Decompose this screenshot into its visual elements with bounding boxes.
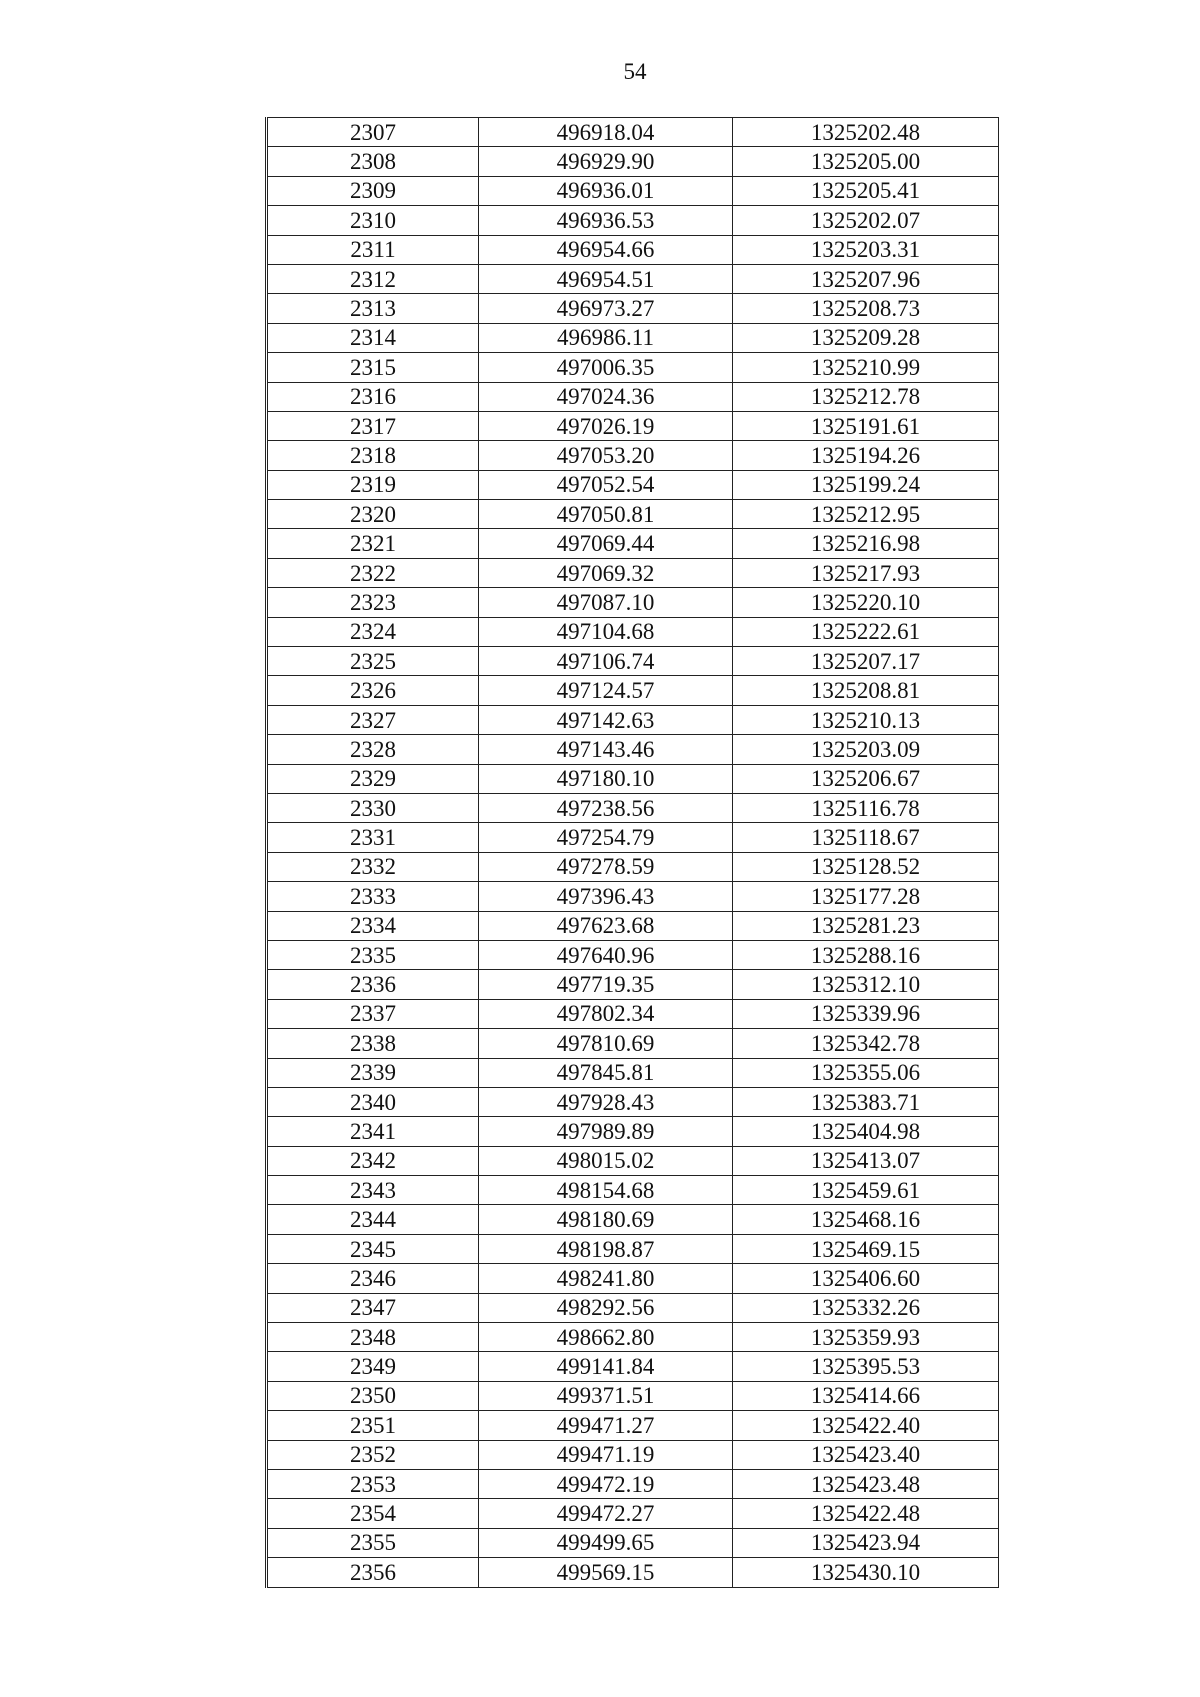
table-row	[267, 911, 999, 940]
x-coordinate-cell: 497069.32	[479, 558, 733, 587]
point-number-cell: 2324	[267, 617, 479, 646]
point-number-cell: 2321	[267, 529, 479, 558]
y-coordinate-cell: 1325208.81	[733, 676, 999, 705]
y-coordinate-cell: 1325116.78	[733, 793, 999, 822]
x-coordinate-cell: 497254.79	[479, 823, 733, 852]
point-number-cell: 2327	[267, 705, 479, 734]
y-coordinate-cell: 1325210.13	[733, 705, 999, 734]
x-coordinate-cell: 497623.68	[479, 911, 733, 940]
point-number-cell: 2339	[267, 1058, 479, 1087]
point-number-cell: 2311	[267, 235, 479, 264]
y-coordinate-cell: 1325207.96	[733, 264, 999, 293]
x-coordinate-cell: 497006.35	[479, 353, 733, 382]
point-number-cell: 2355	[267, 1528, 479, 1557]
y-coordinate-cell: 1325339.96	[733, 999, 999, 1028]
x-coordinate-cell: 497845.81	[479, 1058, 733, 1087]
y-coordinate-cell: 1325342.78	[733, 1029, 999, 1058]
point-number-cell: 2329	[267, 764, 479, 793]
table-row	[267, 1469, 999, 1498]
point-number-cell: 2307	[267, 118, 479, 147]
point-number-cell: 2352	[267, 1440, 479, 1469]
x-coordinate-cell: 497278.59	[479, 852, 733, 881]
x-coordinate-cell: 497052.54	[479, 470, 733, 499]
x-coordinate-cell: 497142.63	[479, 705, 733, 734]
table-row	[267, 1176, 999, 1205]
table-row	[267, 147, 999, 176]
x-coordinate-cell: 498198.87	[479, 1234, 733, 1263]
x-coordinate-cell: 496954.66	[479, 235, 733, 264]
y-coordinate-cell: 1325177.28	[733, 882, 999, 911]
table-row	[267, 617, 999, 646]
table-row	[267, 1411, 999, 1440]
point-number-cell: 2326	[267, 676, 479, 705]
x-coordinate-cell: 497050.81	[479, 500, 733, 529]
point-number-cell: 2314	[267, 323, 479, 352]
table-row	[267, 705, 999, 734]
table-row	[267, 1058, 999, 1087]
y-coordinate-cell: 1325413.07	[733, 1146, 999, 1175]
x-coordinate-cell: 499371.51	[479, 1381, 733, 1410]
x-coordinate-cell: 497810.69	[479, 1029, 733, 1058]
y-coordinate-cell: 1325359.93	[733, 1323, 999, 1352]
point-number-cell: 2335	[267, 940, 479, 969]
x-coordinate-cell: 497024.36	[479, 382, 733, 411]
coordinates-table-body	[267, 118, 999, 1588]
y-coordinate-cell: 1325422.40	[733, 1411, 999, 1440]
x-coordinate-cell: 497719.35	[479, 970, 733, 999]
y-coordinate-cell: 1325217.93	[733, 558, 999, 587]
y-coordinate-cell: 1325395.53	[733, 1352, 999, 1381]
x-coordinate-cell: 497180.10	[479, 764, 733, 793]
y-coordinate-cell: 1325199.24	[733, 470, 999, 499]
table-row	[267, 1381, 999, 1410]
x-coordinate-cell: 497124.57	[479, 676, 733, 705]
y-coordinate-cell: 1325206.67	[733, 764, 999, 793]
point-number-cell: 2340	[267, 1087, 479, 1116]
table-row	[267, 1117, 999, 1146]
point-number-cell: 2350	[267, 1381, 479, 1410]
y-coordinate-cell: 1325212.78	[733, 382, 999, 411]
y-coordinate-cell: 1325202.48	[733, 118, 999, 147]
point-number-cell: 2346	[267, 1264, 479, 1293]
y-coordinate-cell: 1325210.99	[733, 353, 999, 382]
table-row	[267, 735, 999, 764]
table-row	[267, 1293, 999, 1322]
x-coordinate-cell: 498154.68	[479, 1176, 733, 1205]
table-row	[267, 235, 999, 264]
table-row	[267, 940, 999, 969]
y-coordinate-cell: 1325205.41	[733, 176, 999, 205]
table-row	[267, 852, 999, 881]
point-number-cell: 2345	[267, 1234, 479, 1263]
table-row	[267, 500, 999, 529]
table-row	[267, 411, 999, 440]
y-coordinate-cell: 1325423.40	[733, 1440, 999, 1469]
table-row	[267, 1352, 999, 1381]
table-row	[267, 1234, 999, 1263]
x-coordinate-cell: 496936.53	[479, 206, 733, 235]
table-row	[267, 470, 999, 499]
point-number-cell: 2332	[267, 852, 479, 881]
table-row	[267, 264, 999, 293]
y-coordinate-cell: 1325312.10	[733, 970, 999, 999]
x-coordinate-cell: 496918.04	[479, 118, 733, 147]
x-coordinate-cell: 497104.68	[479, 617, 733, 646]
point-number-cell: 2316	[267, 382, 479, 411]
point-number-cell: 2312	[267, 264, 479, 293]
x-coordinate-cell: 499499.65	[479, 1528, 733, 1557]
table-row	[267, 1528, 999, 1557]
x-coordinate-cell: 499472.19	[479, 1469, 733, 1498]
point-number-cell: 2337	[267, 999, 479, 1028]
y-coordinate-cell: 1325414.66	[733, 1381, 999, 1410]
table-row	[267, 823, 999, 852]
table-row	[267, 1440, 999, 1469]
table-row	[267, 588, 999, 617]
point-number-cell: 2323	[267, 588, 479, 617]
y-coordinate-cell: 1325423.48	[733, 1469, 999, 1498]
x-coordinate-cell: 498180.69	[479, 1205, 733, 1234]
x-coordinate-cell: 497143.46	[479, 735, 733, 764]
y-coordinate-cell: 1325194.26	[733, 441, 999, 470]
coordinates-table	[265, 117, 999, 1588]
x-coordinate-cell: 496936.01	[479, 176, 733, 205]
y-coordinate-cell: 1325404.98	[733, 1117, 999, 1146]
table-row	[267, 764, 999, 793]
x-coordinate-cell: 497640.96	[479, 940, 733, 969]
point-number-cell: 2356	[267, 1558, 479, 1587]
table-row	[267, 323, 999, 352]
x-coordinate-cell: 499472.27	[479, 1499, 733, 1528]
y-coordinate-cell: 1325459.61	[733, 1176, 999, 1205]
point-number-cell: 2322	[267, 558, 479, 587]
page-number: 54	[623, 59, 647, 84]
table-row	[267, 1087, 999, 1116]
point-number-cell: 2343	[267, 1176, 479, 1205]
table-row	[267, 206, 999, 235]
table-row	[267, 1323, 999, 1352]
y-coordinate-cell: 1325202.07	[733, 206, 999, 235]
point-number-cell: 2315	[267, 353, 479, 382]
point-number-cell: 2354	[267, 1499, 479, 1528]
point-number-cell: 2318	[267, 441, 479, 470]
point-number-cell: 2353	[267, 1469, 479, 1498]
point-number-cell: 2334	[267, 911, 479, 940]
y-coordinate-cell: 1325383.71	[733, 1087, 999, 1116]
y-coordinate-cell: 1325222.61	[733, 617, 999, 646]
y-coordinate-cell: 1325207.17	[733, 647, 999, 676]
point-number-cell: 2338	[267, 1029, 479, 1058]
point-number-cell: 2348	[267, 1323, 479, 1352]
table-row	[267, 176, 999, 205]
table-row	[267, 353, 999, 382]
y-coordinate-cell: 1325118.67	[733, 823, 999, 852]
table-row	[267, 647, 999, 676]
table-row	[267, 558, 999, 587]
y-coordinate-cell: 1325128.52	[733, 852, 999, 881]
table-row	[267, 676, 999, 705]
table-row	[267, 1146, 999, 1175]
x-coordinate-cell: 499569.15	[479, 1558, 733, 1587]
point-number-cell: 2325	[267, 647, 479, 676]
table-row	[267, 882, 999, 911]
point-number-cell: 2341	[267, 1117, 479, 1146]
x-coordinate-cell: 496929.90	[479, 147, 733, 176]
x-coordinate-cell: 497026.19	[479, 411, 733, 440]
x-coordinate-cell: 497989.89	[479, 1117, 733, 1146]
point-number-cell: 2310	[267, 206, 479, 235]
x-coordinate-cell: 497069.44	[479, 529, 733, 558]
point-number-cell: 2328	[267, 735, 479, 764]
table-row	[267, 294, 999, 323]
y-coordinate-cell: 1325191.61	[733, 411, 999, 440]
y-coordinate-cell: 1325203.31	[733, 235, 999, 264]
table-row	[267, 1029, 999, 1058]
x-coordinate-cell: 497928.43	[479, 1087, 733, 1116]
x-coordinate-cell: 497396.43	[479, 882, 733, 911]
x-coordinate-cell: 499471.19	[479, 1440, 733, 1469]
y-coordinate-cell: 1325281.23	[733, 911, 999, 940]
y-coordinate-cell: 1325220.10	[733, 588, 999, 617]
point-number-cell: 2309	[267, 176, 479, 205]
y-coordinate-cell: 1325406.60	[733, 1264, 999, 1293]
table-row	[267, 999, 999, 1028]
table-row	[267, 1205, 999, 1234]
table-row	[267, 382, 999, 411]
x-coordinate-cell: 497087.10	[479, 588, 733, 617]
table-row	[267, 529, 999, 558]
y-coordinate-cell: 1325205.00	[733, 147, 999, 176]
table-row	[267, 441, 999, 470]
y-coordinate-cell: 1325422.48	[733, 1499, 999, 1528]
table-row	[267, 118, 999, 147]
table-row	[267, 970, 999, 999]
point-number-cell: 2347	[267, 1293, 479, 1322]
point-number-cell: 2336	[267, 970, 479, 999]
point-number-cell: 2319	[267, 470, 479, 499]
point-number-cell: 2330	[267, 793, 479, 822]
table-row	[267, 1499, 999, 1528]
table-row	[267, 1558, 999, 1587]
y-coordinate-cell: 1325216.98	[733, 529, 999, 558]
point-number-cell: 2320	[267, 500, 479, 529]
x-coordinate-cell: 496986.11	[479, 323, 733, 352]
x-coordinate-cell: 499471.27	[479, 1411, 733, 1440]
x-coordinate-cell: 497238.56	[479, 793, 733, 822]
y-coordinate-cell: 1325469.15	[733, 1234, 999, 1263]
point-number-cell: 2331	[267, 823, 479, 852]
y-coordinate-cell: 1325355.06	[733, 1058, 999, 1087]
x-coordinate-cell: 498015.02	[479, 1146, 733, 1175]
point-number-cell: 2308	[267, 147, 479, 176]
point-number-cell: 2342	[267, 1146, 479, 1175]
table-row	[267, 1264, 999, 1293]
point-number-cell: 2313	[267, 294, 479, 323]
x-coordinate-cell: 497106.74	[479, 647, 733, 676]
y-coordinate-cell: 1325203.09	[733, 735, 999, 764]
y-coordinate-cell: 1325430.10	[733, 1558, 999, 1587]
y-coordinate-cell: 1325209.28	[733, 323, 999, 352]
y-coordinate-cell: 1325208.73	[733, 294, 999, 323]
x-coordinate-cell: 498292.56	[479, 1293, 733, 1322]
y-coordinate-cell: 1325468.16	[733, 1205, 999, 1234]
point-number-cell: 2317	[267, 411, 479, 440]
y-coordinate-cell: 1325288.16	[733, 940, 999, 969]
x-coordinate-cell: 497802.34	[479, 999, 733, 1028]
point-number-cell: 2333	[267, 882, 479, 911]
y-coordinate-cell: 1325423.94	[733, 1528, 999, 1557]
table-row	[267, 793, 999, 822]
y-coordinate-cell: 1325212.95	[733, 500, 999, 529]
x-coordinate-cell: 496973.27	[479, 294, 733, 323]
x-coordinate-cell: 499141.84	[479, 1352, 733, 1381]
x-coordinate-cell: 498662.80	[479, 1323, 733, 1352]
point-number-cell: 2344	[267, 1205, 479, 1234]
point-number-cell: 2351	[267, 1411, 479, 1440]
x-coordinate-cell: 497053.20	[479, 441, 733, 470]
x-coordinate-cell: 496954.51	[479, 264, 733, 293]
point-number-cell: 2349	[267, 1352, 479, 1381]
x-coordinate-cell: 498241.80	[479, 1264, 733, 1293]
y-coordinate-cell: 1325332.26	[733, 1293, 999, 1322]
